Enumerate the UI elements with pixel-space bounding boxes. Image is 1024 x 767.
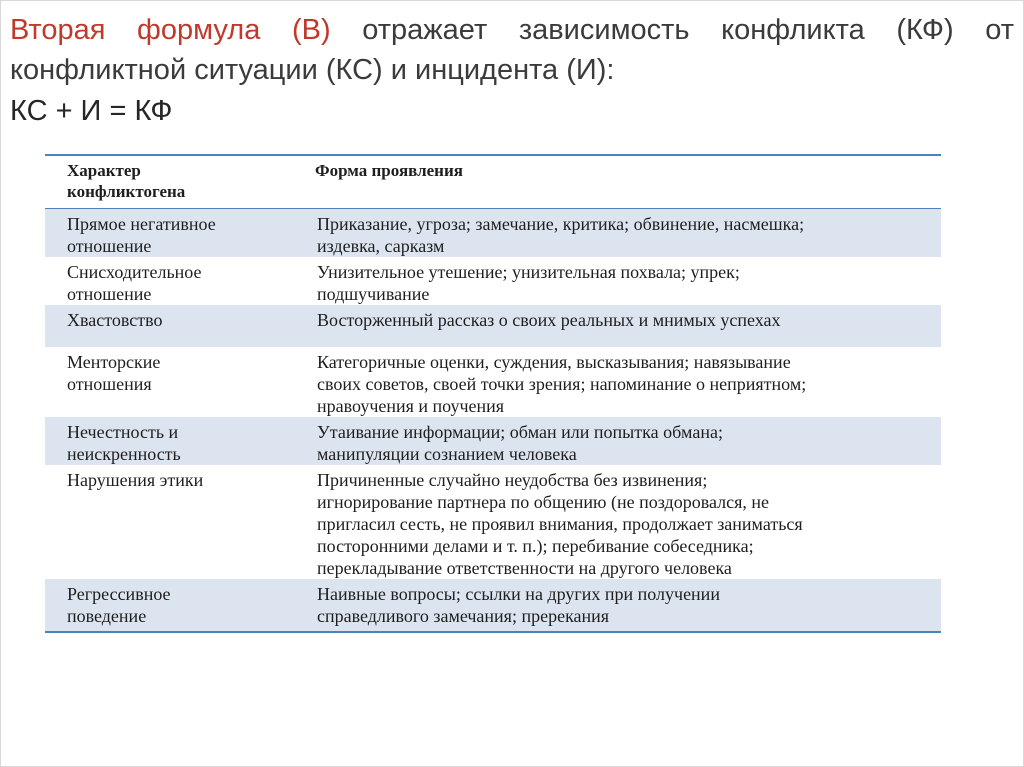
cell-manifestation	[293, 579, 941, 632]
table-body	[45, 209, 941, 633]
table-row	[45, 579, 941, 632]
cell-manifestation	[293, 347, 941, 417]
cell-type	[45, 465, 293, 579]
table-row	[45, 465, 941, 579]
header-conflictogen-type-label: Характер конфликтогена	[67, 161, 186, 201]
cell-manifestation-text: Категоричные оценки, суждения, высказывания; навязывание своих советов, своей точки зрения; напоминание о неприятном; нравоучения и поучения	[317, 352, 807, 416]
cell-type-text: Регрессивное поведение	[67, 584, 171, 626]
cell-type	[45, 417, 293, 465]
cell-manifestation-text: Унизительное утешение; унизительная похвала; упрек; подшучивание	[317, 262, 740, 304]
cell-manifestation	[293, 417, 941, 465]
cell-manifestation-text: Приказание, угроза; замечание, критика; обвинение, насмешка; издевка, сарказм	[317, 214, 805, 256]
table-row	[45, 257, 941, 305]
cell-type	[45, 209, 293, 258]
cell-manifestation	[293, 465, 941, 579]
table-row	[45, 347, 941, 417]
cell-type	[45, 579, 293, 632]
table-header	[45, 155, 941, 209]
cell-manifestation	[293, 305, 941, 347]
cell-manifestation-text: Утаивание информации; обман или попытка обмана; манипуляции сознанием человека	[317, 422, 723, 464]
cell-manifestation	[293, 257, 941, 305]
cell-type-text: Снисходительное отношение	[67, 262, 202, 304]
cell-type	[45, 257, 293, 305]
slide-heading	[10, 10, 1014, 90]
heading-text: отражает зависимость конфликта (КФ) от конфликтной ситуации (КС) и инцидента (И):	[10, 14, 1014, 86]
conflictogen-table	[45, 154, 941, 633]
cell-type-text: Менторские отношения	[67, 352, 161, 394]
table-row	[45, 417, 941, 465]
cell-type-text: Нарушения этики	[67, 470, 204, 490]
table-row	[45, 305, 941, 347]
cell-manifestation-text: Восторженный рассказ о своих реальных и мнимых успехах	[317, 310, 781, 330]
slide-border-left	[0, 0, 1, 767]
header-conflictogen-type	[45, 155, 293, 209]
formula: КС + И = КФ	[10, 95, 173, 127]
cell-manifestation	[293, 209, 941, 258]
cell-type	[45, 305, 293, 347]
cell-type	[45, 347, 293, 417]
cell-manifestation-text: Наивные вопросы; ссылки на других при получении справедливого замечания; пререкания	[317, 584, 720, 626]
slide-border-top	[0, 0, 1024, 1]
heading-accent: Вторая формула (В)	[10, 14, 331, 46]
cell-manifestation-text: Причиненные случайно неудобства без извинения; игнорирование партнера по общению (не поздоровался, не пригласил сесть, не проявил внимания, продолжает заниматься посторонними делами и т. п.); перебивание собеседника; перекладывание ответственности на другого человека	[317, 470, 803, 578]
cell-type-text: Хвастовство	[67, 310, 163, 330]
cell-type-text: Прямое негативное отношение	[67, 214, 216, 256]
header-row	[45, 155, 941, 209]
header-manifestation-form-label: Форма проявления	[315, 161, 463, 180]
cell-type-text: Нечестность и неискренность	[67, 422, 181, 464]
table-row	[45, 209, 941, 258]
header-manifestation-form	[293, 155, 941, 209]
